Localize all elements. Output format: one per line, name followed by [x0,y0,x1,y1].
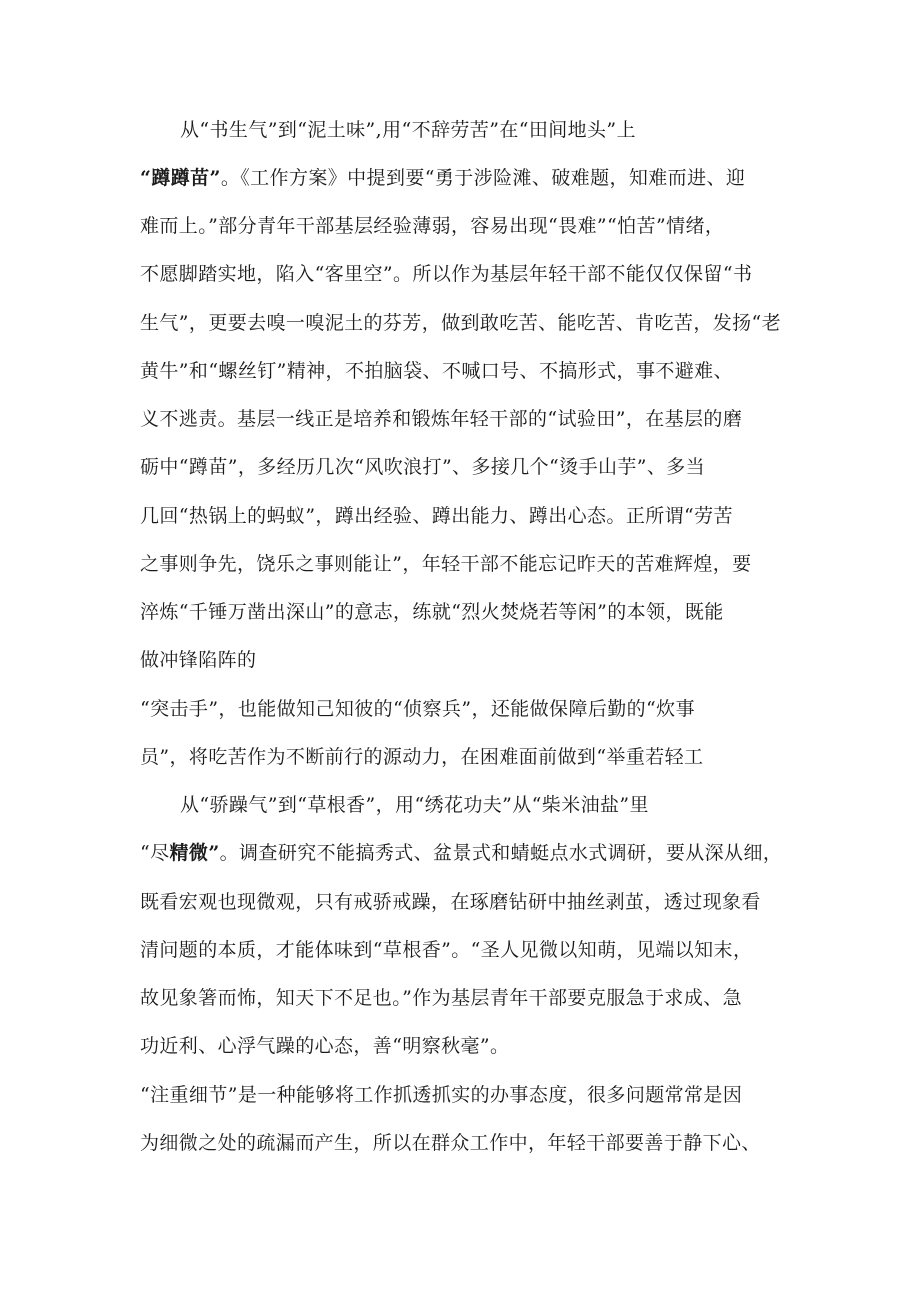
paragraph-3-line-1: 从“骄躁气”到“草根香”，用“绣花功夫”从“柴米油盐”里 [180,794,649,816]
paragraph-1-line-6: 黄牛”和“螺丝钉”精神，不拍脑袋、不喊口号、不搞形式，事不避难、 [140,360,733,382]
paragraph-1-line-12: 做冲锋陷阵的 [140,649,257,671]
paragraph-2-line-2: 员”，将吃苦作为不断前行的源动力，在困难面前做到“举重若轻工 [140,746,704,768]
paragraph-1-line-2: “蹲蹲苗”。《工作方案》中提到要“勇于涉险滩、破难题，知难而进、迎 [140,167,746,189]
paragraph-1-line-9: 几回“热锅上的蚂蚁”，蹲出经验、蹲出能力、蹲出心态。正所谓“劳苦 [140,505,733,527]
paragraph-1-line-4: 不愿脚踏实地，陷入“客里空”。所以作为基层年轻干部不能仅仅保留“书 [140,263,753,285]
paragraph-3-line-4: 清问题的本质，才能体味到“草根香”。“圣人见微以知萌，见端以知末， [140,939,753,961]
paragraph-1-line-5: 生气”，更要去嗅一嗅泥土的芬芳，做到敢吃苦、能吃苦、肯吃苦，发扬“老 [140,312,782,334]
emphasis-text: 精微” [169,842,220,864]
paragraph-3-line-6: 功近利、心浮气躁的心态，善“明察秋毫”。 [140,1035,510,1057]
paragraph-1-line-3: 难而上。”部分青年干部基层经验薄弱，容易出现“畏难”“怕苦”情绪， [140,215,725,237]
paragraph-1-line-8: 砺中“蹲苗”，多经历几次“风吹浪打”、多接几个“烫手山芋”、多当 [140,456,706,478]
emphasis-text: “蹲蹲苗” [140,167,221,189]
paragraph-3-line-5: 故见象箸而怖，知天下不足也。”作为基层青年干部要克服急于求成、急 [140,987,743,1009]
paragraph-2-line-1: “突击手”，也能做知己知彼的“侦察兵”，还能做保障后勤的“炊事 [140,698,695,720]
paragraph-1-line-11: 淬炼“千锤万凿出深山”的意志，练就“烈火焚烧若等闲”的本领，既能 [140,601,724,623]
paragraph-4-line-2: 为细微之处的疏漏而产生，所以在群众工作中，年轻干部要善于静下心、 [140,1132,761,1154]
paragraph-3-line-2: “尽精微”。调查研究不能搞秀式、盆景式和蜻蜓点水式调研，要从深从细， [140,842,783,864]
paragraph-1-line-1: 从“书生气”到“泥土味”,用“不辞劳苦”在“田间地头”上 [180,119,636,141]
paragraph-3-line-3: 既看宏观也现微观，只有戒骄戒躁，在琢磨钻研中抽丝剥茧，透过现象看 [140,891,761,913]
paragraph-4-line-1: “注重细节”是一种能够将工作抓透抓实的办事态度，很多问题常常是因 [140,1084,743,1106]
paragraph-1-line-10: 之事则争先，饶乐之事则能让”，年轻干部不能忘记昨天的苦难辉煌，要 [140,553,752,575]
paragraph-1-line-7: 义不逃责。基层一线正是培养和锻炼年轻干部的“试验田”，在基层的磨 [140,408,743,430]
